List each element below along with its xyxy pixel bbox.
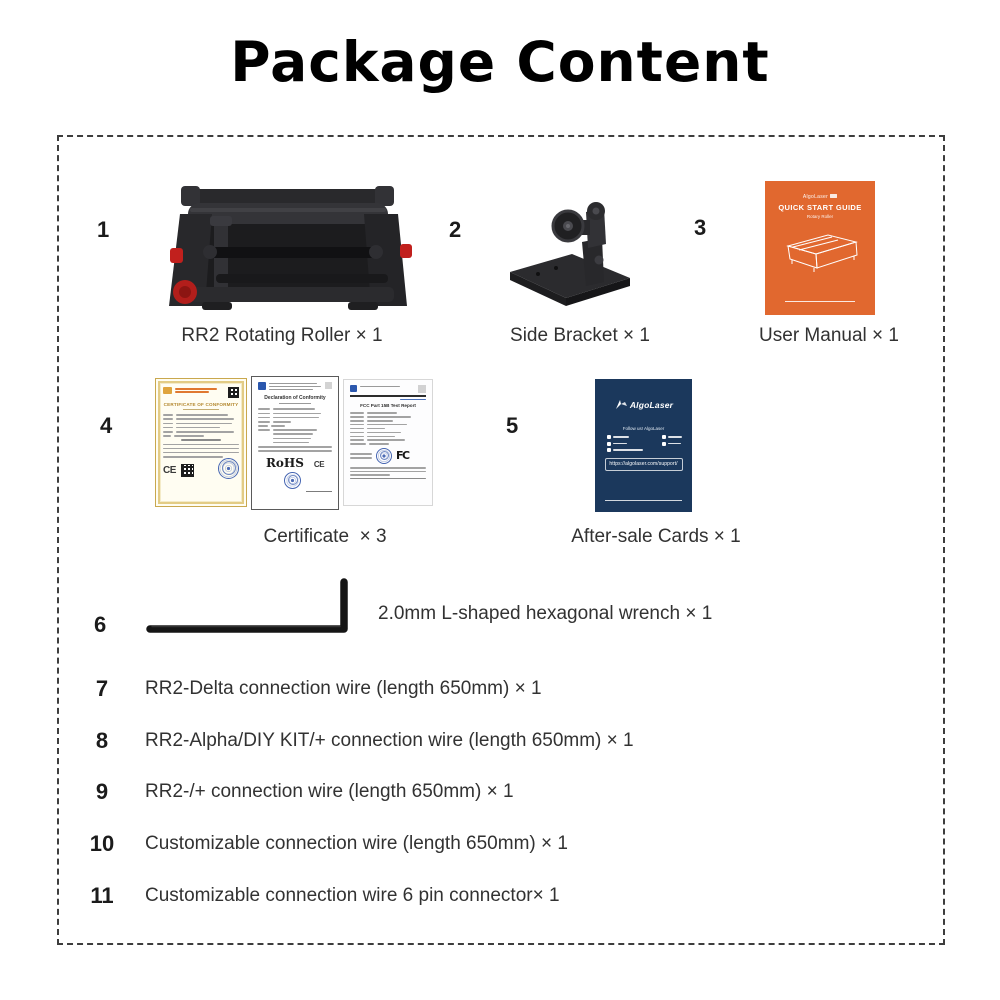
manual-brand: AlgoLaser: [765, 194, 875, 200]
list-item-10: [0, 831, 1000, 859]
list-item-8: [0, 728, 1000, 756]
side-bracket-image: [502, 198, 650, 313]
stamp-icon: [284, 472, 301, 489]
item-9-label: RR2-/+ connection wire (length 650mm) × 1: [145, 781, 514, 802]
item-11-label: Customizable connection wire 6 pin connector× 1: [145, 885, 560, 906]
list-item-9: [0, 779, 1000, 807]
gold-logo-icon: [163, 387, 172, 394]
page-title: Package Content: [230, 30, 770, 94]
certC-seal-row: [350, 448, 426, 464]
item-6-label: 2.0mm L-shaped hexagonal wrench × 1: [378, 603, 713, 624]
item-6-number: 6: [94, 612, 107, 637]
qr-code-icon: [228, 387, 239, 398]
social-icon: [607, 442, 611, 446]
certC-title: FCC Part 15B Test Report: [360, 403, 416, 409]
manual-line-drawing: [778, 230, 862, 276]
social-icon: [607, 448, 611, 452]
hex-wrench-image: [136, 570, 368, 642]
item-1-label: RR2 Rotating Roller × 1: [181, 325, 383, 346]
stamp-icon: [218, 458, 239, 479]
certB-signature-line: [306, 491, 332, 492]
certificate-of-conformity: [155, 378, 247, 507]
rohs-mark: RoHS: [265, 455, 304, 470]
item-10-label: Customizable connection wire (length 650mm) × 1: [145, 833, 568, 854]
card-social-icons: [607, 435, 682, 452]
item-5-number: 5: [506, 413, 519, 438]
manual-footer-text-line: [785, 301, 855, 303]
certA-body-lines: [163, 414, 239, 457]
list-item-7: [0, 676, 1000, 704]
fcc-test-report: [343, 379, 433, 506]
item-4-label: Certificate × 3: [263, 526, 387, 547]
header-emblem-icon: [418, 385, 426, 393]
declaration-of-conformity: [251, 376, 339, 510]
item-8-number: 8: [95, 728, 109, 753]
item-3-number: 3: [694, 215, 707, 240]
item-7-label: RR2-Delta connection wire (length 650mm) × 1: [145, 678, 542, 699]
card-logo: [595, 399, 692, 410]
certB-subtitle-line: [279, 403, 311, 404]
certA-subtitle-line: [183, 409, 219, 410]
certC-rule: [350, 395, 426, 397]
item-1-number: 1: [97, 217, 110, 242]
item-8-label: RR2-Alpha/DIY KIT/+ connection wire (length 650mm) × 1: [145, 730, 634, 751]
certA-title: CERTIFICATE OF CONFORMITY: [163, 402, 239, 407]
blue-logo-icon: [350, 385, 357, 392]
algolaser-logo-icon: [614, 399, 628, 410]
list-item-11: [0, 883, 1000, 911]
certificates-image: [155, 376, 441, 513]
certB-header: [258, 382, 332, 390]
after-sale-card-image: [595, 379, 692, 512]
manual-subtitle: Rotary Roller: [806, 214, 834, 219]
rotating-roller-image: [162, 184, 414, 312]
social-icon: [662, 442, 666, 446]
item-2-number: 2: [449, 217, 462, 242]
item-2-label: Side Bracket × 1: [510, 325, 650, 346]
card-follow-text: Follow us! AlgoLaser: [622, 426, 665, 431]
social-icon: [607, 435, 611, 439]
certC-ref-lines: [350, 399, 426, 401]
social-icon: [662, 435, 666, 439]
certA-footer: [163, 462, 239, 479]
item-9-number: 9: [95, 779, 109, 804]
certC-body-lines: [350, 412, 426, 445]
card-brand: AlgoLaser: [629, 399, 674, 410]
header-emblem-icon: [325, 382, 332, 389]
manual-brand-badge: [830, 194, 837, 198]
item-11-number: 11: [90, 883, 114, 908]
certC-header: [350, 385, 426, 393]
stamp-icon: [376, 448, 392, 464]
item-7-number: 7: [95, 676, 109, 701]
certB-title: Declaration of Conformity: [264, 395, 326, 402]
blue-logo-icon: [258, 382, 266, 390]
manual-title: QUICK START GUIDE: [778, 203, 862, 212]
item-10-number: 10: [89, 831, 115, 856]
certA-header: [163, 387, 239, 398]
item-3-label: User Manual × 1: [759, 325, 899, 346]
certB-body-lines: [258, 408, 332, 451]
item-4-number: 4: [100, 413, 113, 438]
item-5-label: After-sale Cards × 1: [571, 526, 741, 547]
ce-mark: CE: [163, 464, 176, 476]
fcc-mark: FC: [396, 449, 409, 463]
card-footer-text-line: [605, 500, 683, 502]
certC-paragraph-lines: [350, 467, 426, 479]
qr-code-icon: [181, 464, 194, 477]
certB-marks: [258, 456, 332, 470]
ce-mark: CE: [313, 459, 325, 469]
card-support-url: https://algolaser.com/support/: [605, 458, 683, 471]
user-manual-image: [765, 181, 875, 315]
